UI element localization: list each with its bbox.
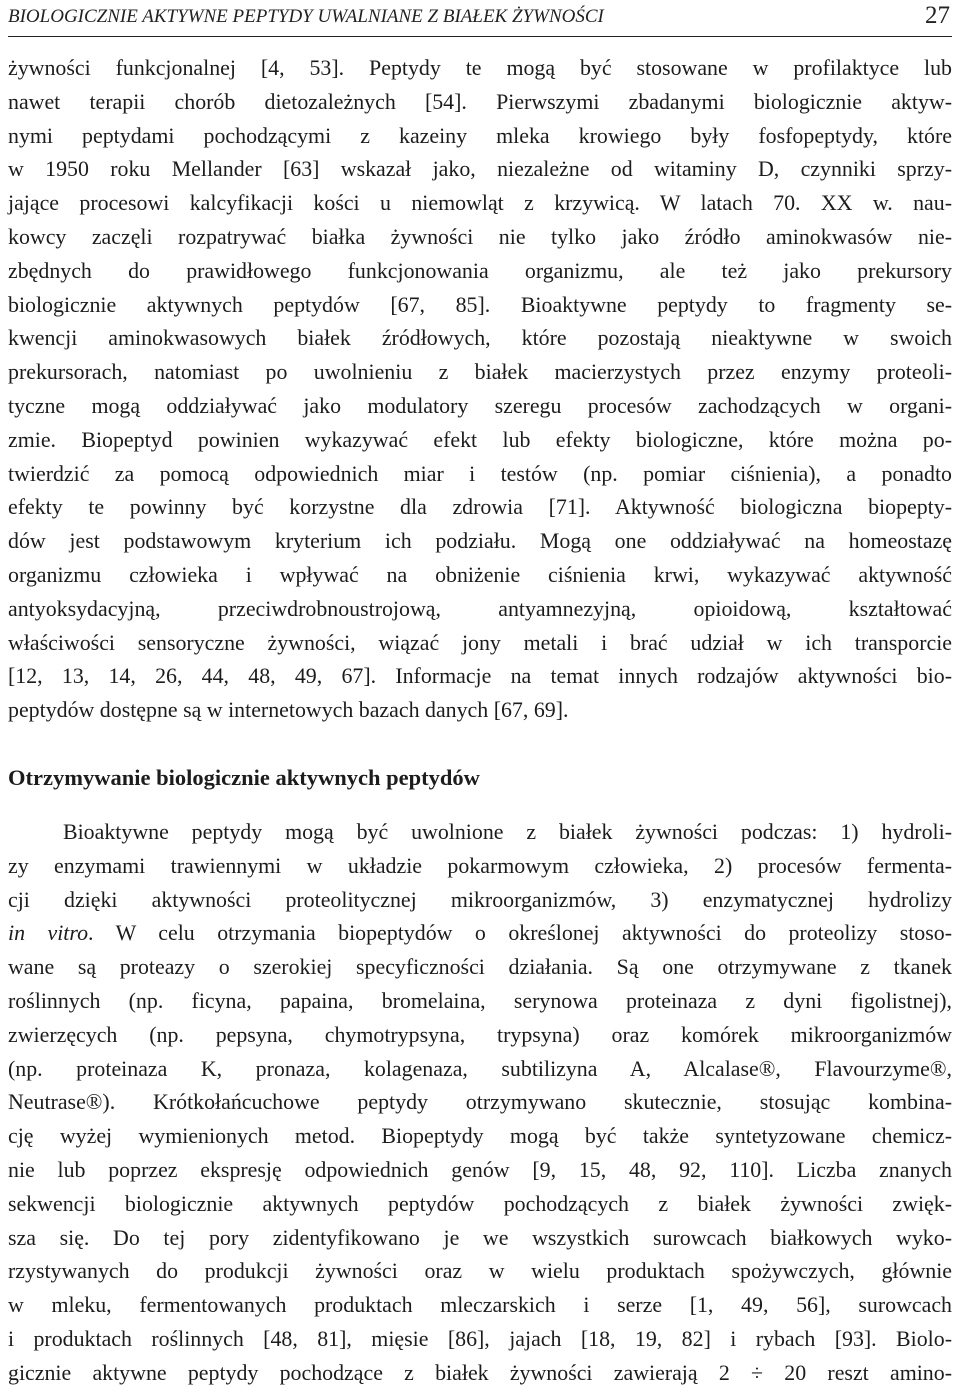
text-line: Neutrase®). Krótkołańcuchowe peptydy otrzymywano skutecznie, stosując kombina- xyxy=(8,1089,952,1115)
text-line: dów jest podstawowym kryterium ich podziału. Mogą one oddziaływać na homeostazę xyxy=(8,528,952,554)
running-title: BIOLOGICZNIE AKTYWNE PEPTYDY UWALNIANE Z BIAŁEK ŻYWNOŚCI xyxy=(8,6,604,27)
text-line: prekursorach, natomiast po uwolnieniu z białek macierzystych przez enzymy proteoli- xyxy=(8,359,952,385)
text-line: i produktach roślinnych [48, 81], mięsie [86], jajach [18, 19, 82] i rybach [93]. Biolo- xyxy=(8,1325,952,1351)
text-line: organizmu człowieka i wpływać na obniżenie ciśnienia krwi, wykazywać aktywność xyxy=(8,561,952,587)
text-line xyxy=(8,916,952,950)
text-line: tyczne mogą oddziaływać jako modulatory szeregu procesów zachodzących w organi- xyxy=(8,392,952,418)
text-line: gicznie aktywne peptydy pochodzące z białek żywności zawierają 2 ÷ 20 reszt amino- xyxy=(8,1359,952,1385)
text-line: nawet terapii chorób dietozależnych [54]. Pierwszymi zbadanymi biologicznie aktyw- xyxy=(8,88,952,114)
text-line: kwencji aminokwasowych białek źródłowych, które pozostają nieaktywne w swoich xyxy=(8,325,952,351)
text-line: w mleku, fermentowanych produktach mleczarskich i serze [1, 49, 56], surowcach xyxy=(8,1292,952,1318)
text-line: zwierzęcych (np. pepsyna, chymotrypsyna, trypsyna) oraz komórek mikroorganizmów xyxy=(8,1021,952,1047)
text-line: nymi peptydami pochodzącymi z kazeiny mleka krowiego były fosfopeptydy, które xyxy=(8,122,952,148)
text-line: cji dzięki aktywności proteolitycznej mikroorganizmów, 3) enzymatycznej hydrolizy xyxy=(8,886,952,912)
paragraph-2 xyxy=(8,815,952,1390)
text-line: antyoksydacyjną, przeciwdrobnoustrojową, antyamnezyjną, opioidową, kształtować xyxy=(8,595,952,621)
text-line: efekty te powinny być korzystne dla zdrowia [71]. Aktywność biologiczna biopepty- xyxy=(8,494,952,520)
text-line: żywności funkcjonalnej [4, 53]. Peptydy te mogą być stosowane w profilaktyce lub xyxy=(8,55,952,80)
text-line: nie lub poprzez ekspresję odpowiednich genów [9, 15, 48, 92, 110]. Liczba znanych xyxy=(8,1156,952,1182)
text-line: w 1950 roku Mellander [63] wskazał jako, niezależne od witaminy D, czynniki sprzy- xyxy=(8,156,952,182)
page-number: 27 xyxy=(925,2,950,29)
text-line: właściwości sensoryczne żywności, wiązać jony metali i brać udział w ich transporcie xyxy=(8,629,952,655)
text-line: biologicznie aktywnych peptydów [67, 85]. Bioaktywne peptydy to fragmenty se- xyxy=(8,291,952,317)
text-line: Bioaktywne peptydy mogą być uwolnione z białek żywności podczas: 1) hydroli- xyxy=(63,819,952,844)
running-header xyxy=(8,2,952,37)
text-line-rest: . W celu otrzymania biopeptydów o określonej aktywności do proteolizy stoso- xyxy=(88,920,952,946)
text-line: cję wyżej wymienionych metod. Biopeptydy mogą być także syntetyzowane chemicz- xyxy=(8,1123,952,1149)
italic-term: in vitro xyxy=(8,920,89,946)
paragraph-1 xyxy=(8,51,952,727)
section-heading: Otrzymywanie biologicznie aktywnych peptydów xyxy=(8,765,480,790)
text-line: peptydów dostępne są w internetowych bazach danych [67, 69]. xyxy=(8,697,569,723)
text-line: kowcy zaczęli rozpatrywać białka żywności nie tylko jako źródło aminokwasów nie- xyxy=(8,223,952,249)
text-line: zbędnych do prawidłowego funkcjonowania organizmu, ale też jako prekursory xyxy=(8,257,952,283)
text-line: wane są proteazy o szerokiej specyficzności działania. Są one otrzymywane z tkanek xyxy=(8,954,952,980)
text-line: (np. proteinaza K, pronaza, kolagenaza, subtilizyna A, Alcalase®, Flavourzyme®, xyxy=(8,1055,952,1081)
text-line: roślinnych (np. ficyna, papaina, bromelaina, serynowa proteinaza z dyni figolistnej), xyxy=(8,987,952,1013)
text-line: sekwencji biologicznie aktywnych peptydów pochodzących z białek żywności zwięk- xyxy=(8,1190,952,1216)
text-line: twierdzić za pomocą odpowiednich miar i testów (np. pomiar ciśnienia), a ponadto xyxy=(8,460,952,486)
text-line: sza się. Do tej pory zidentyfikowano je we wszystkich surowcach białkowych wyko- xyxy=(8,1224,952,1250)
text-line: zmie. Biopeptyd powinien wykazywać efekt lub efekty biologiczne, które można po- xyxy=(8,426,952,452)
text-line: [12, 13, 14, 26, 44, 48, 49, 67]. Informacje na temat innych rodzajów aktywności bio- xyxy=(8,663,952,689)
text-line: jające procesowi kalcyfikacji kości u niemowląt z krzywicą. W latach 70. XX w. nau- xyxy=(8,190,952,216)
text-line: zy enzymami trawiennymi w układzie pokarmowym człowieka, 2) procesów fermenta- xyxy=(8,852,952,878)
text-line: rzystywanych do produkcji żywności oraz w wielu produktach spożywczych, głównie xyxy=(8,1258,952,1284)
